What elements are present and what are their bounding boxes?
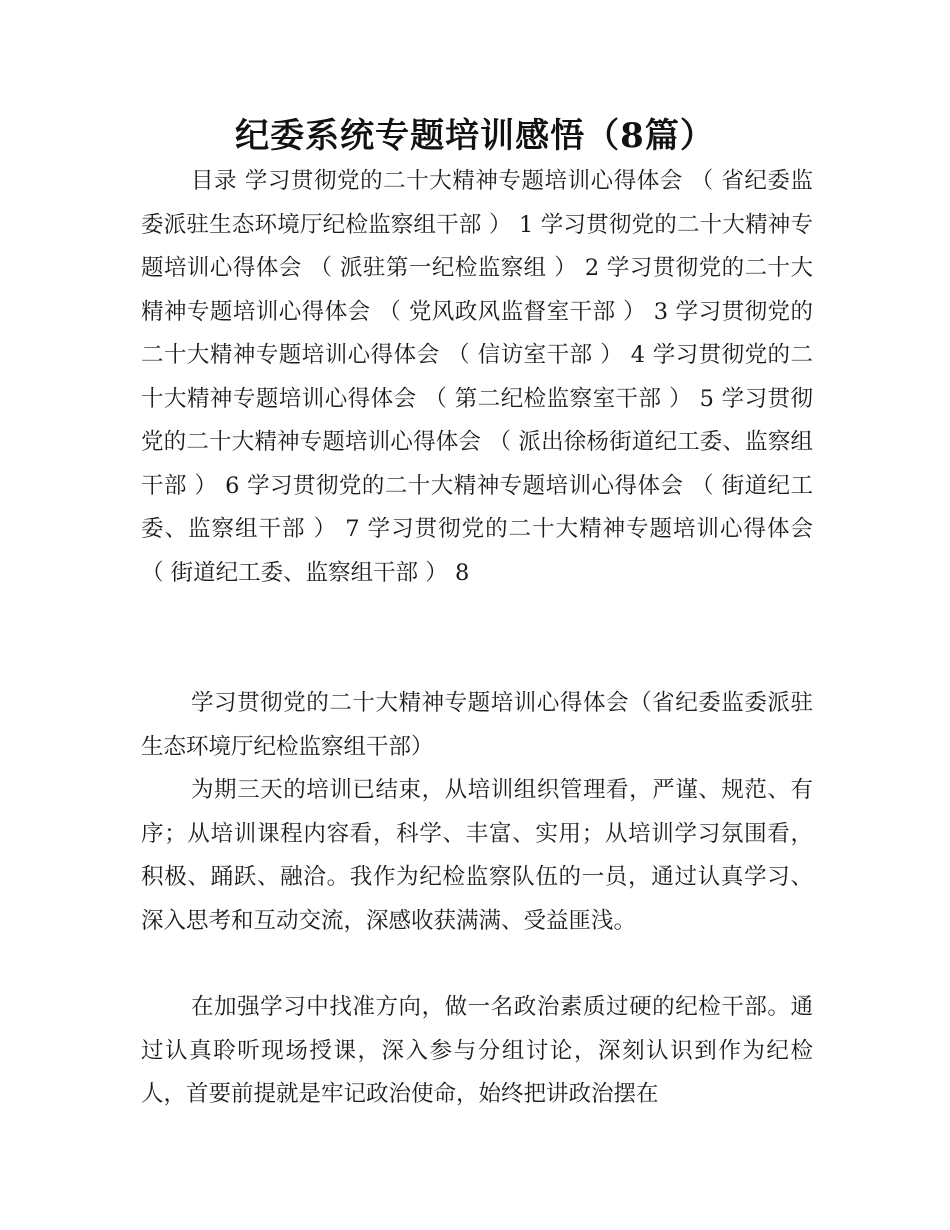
document-title: 纪委系统专题培训感悟（8篇） [235,116,715,156]
paragraph-1: 为期三天的培训已结束，从培训组织管理看，严谨、规范、有序；从培训课程内容看，科学、丰富、实用；从培训学习氛围看，积极、踊跃、融洽。我作为纪检监察队伍的一员，通过认真学习、深入思考和互动交流，深感收获满满、受益匪浅。 [141,777,813,934]
section-heading: 学习贯彻党的二十大精神专题培训心得体会（省纪委监委派驻生态环境厅纪检监察组干部） [141,690,813,760]
paragraph-2: 在加强学习中找准方向，做一名政治素质过硬的纪检干部。通过认真聆听现场授课，深入参与分组讨论，深刻认识到作为纪检人，首要前提就是牢记政治使命，始终把讲政治摆在 [141,994,813,1107]
table-of-contents: 目录 学习贯彻党的二十大精神专题培训心得体会 （ 省纪委监委派驻生态环境厅纪检监察组干部 ） 1 学习贯彻党的二十大精神专题培训心得体会 （ 派驻第一纪检监察组 ） 2 学习贯彻党的二十大精神专题培训心得体会 （ 党风政风监督室干部 ） 3 学习贯彻党的二十大精神专题培训心得体会 （ 信访室干部 ） 4 学习贯彻党的二十大精神专题培训心得体会 （ 第二纪检监察室干部 ） 5 学习贯彻党的二十大精神专题培训心得体会 （ 派出徐杨街道纪工委、监察组干部 ） 6 学习贯彻党的二十大精神专题培训心得体会 （ 街道纪工委、监察组干部 ） 7 学习贯彻党的二十大精神专题培训心得体会 （ 街道纪工委、监察组干部 ） 8 [141,168,813,586]
